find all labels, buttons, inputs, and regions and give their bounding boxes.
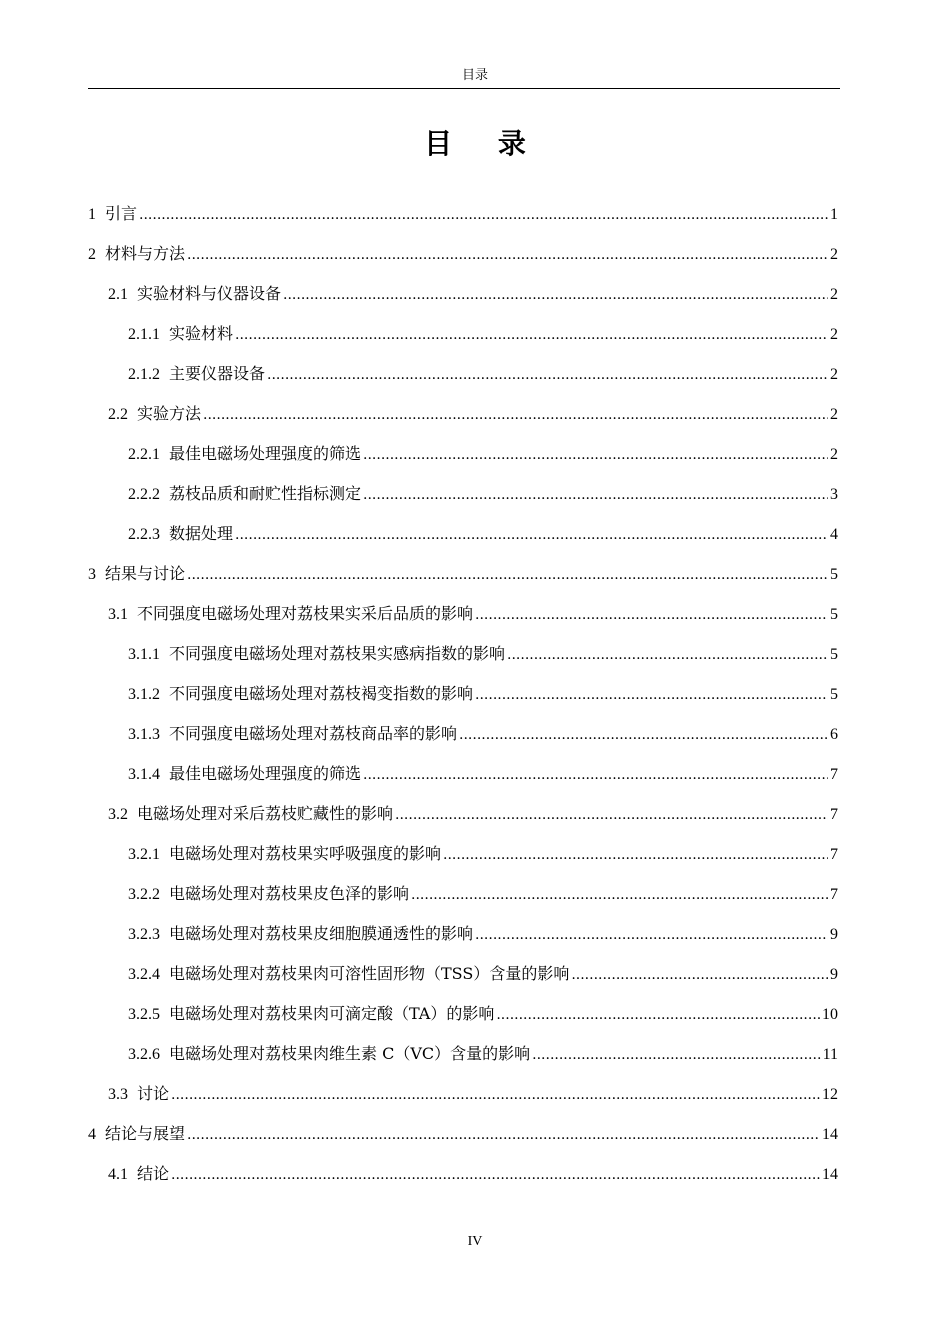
toc-dot-leader (187, 241, 828, 269)
toc-entry-page: 7 (830, 846, 838, 863)
toc-dot-leader (459, 721, 828, 749)
toc-entry-title: 荔枝品质和耐贮性指标测定 (169, 484, 362, 503)
toc-entry[interactable] (88, 640, 838, 680)
toc-entry-title: 材料与方法 (105, 244, 186, 263)
toc-entry-title: 不同强度电磁场处理对荔枝商品率的影响 (169, 724, 458, 743)
toc-entry-number: 3.2.3 (128, 926, 160, 943)
toc-dot-leader (139, 201, 828, 229)
toc-entry-number: 3 (88, 566, 96, 583)
page-title: 目 录 (424, 127, 544, 160)
toc-dot-leader (283, 281, 828, 309)
toc-entry-title: 数据处理 (169, 524, 234, 543)
toc-entry-number: 3.1.1 (128, 646, 160, 663)
toc-entry-title: 电磁场处理对荔枝果肉维生素 C（VC）含量的影响 (169, 1044, 531, 1063)
toc-entry-page: 12 (822, 1086, 838, 1103)
toc-entry-page: 5 (830, 686, 838, 703)
toc-dot-leader (235, 321, 828, 349)
page-number: IV (467, 1234, 483, 1249)
toc-entry-page: 7 (830, 806, 838, 823)
toc-entry-title: 最佳电磁场处理强度的筛选 (169, 764, 362, 783)
toc-dot-leader (203, 401, 828, 429)
toc-entry-title: 实验材料 (169, 324, 234, 343)
toc-entry-title: 实验材料与仪器设备 (137, 284, 282, 303)
toc-entry[interactable] (88, 1080, 838, 1120)
toc-entry-page: 4 (830, 526, 838, 543)
toc-entry[interactable] (88, 960, 838, 1000)
toc-entry[interactable] (88, 800, 838, 840)
toc-dot-leader (443, 841, 828, 869)
toc-entry-title: 不同强度电磁场处理对荔枝褐变指数的影响 (169, 684, 474, 703)
toc-entry-number: 1 (88, 206, 96, 223)
toc-entry-page: 9 (830, 966, 838, 983)
toc-entry-page: 5 (830, 646, 838, 663)
toc-dot-leader (363, 441, 828, 469)
toc-entry-number: 2.1.2 (128, 366, 160, 383)
toc-entry-number: 3.2.4 (128, 966, 160, 983)
toc-entry-page: 6 (830, 726, 838, 743)
toc-entry[interactable] (88, 760, 838, 800)
toc-entry-page: 7 (830, 766, 838, 783)
toc-entry-title: 实验方法 (137, 404, 202, 423)
toc-entry-title: 主要仪器设备 (169, 364, 266, 383)
toc-entry-page: 5 (830, 606, 838, 623)
toc-dot-leader (363, 481, 828, 509)
toc-entry[interactable] (88, 200, 838, 240)
toc-entry-page: 9 (830, 926, 838, 943)
toc-entry-title: 最佳电磁场处理强度的筛选 (169, 444, 362, 463)
toc-entry-number: 3.2.2 (128, 886, 160, 903)
toc-dot-leader (171, 1081, 820, 1109)
toc-dot-leader (507, 641, 828, 669)
toc-entry-number: 2.2.3 (128, 526, 160, 543)
table-of-contents (88, 200, 838, 1200)
toc-entry-title: 电磁场处理对荔枝果皮色泽的影响 (169, 884, 410, 903)
toc-entry-page: 5 (830, 566, 838, 583)
toc-entry[interactable] (88, 240, 838, 280)
toc-dot-leader (496, 1001, 820, 1029)
toc-entry-title: 结论与展望 (105, 1124, 186, 1143)
toc-entry-title: 电磁场处理对荔枝果肉可滴定酸（TA）的影响 (169, 1004, 495, 1023)
toc-entry-number: 3.2.6 (128, 1046, 160, 1063)
toc-dot-leader (411, 881, 828, 909)
toc-entry[interactable] (88, 320, 838, 360)
toc-entry-title: 电磁场处理对采后荔枝贮藏性的影响 (137, 804, 394, 823)
toc-entry-page: 2 (830, 366, 838, 383)
toc-entry-title: 不同强度电磁场处理对荔枝果实感病指数的影响 (169, 644, 506, 663)
toc-entry-page: 10 (822, 1006, 838, 1023)
toc-entry-page: 2 (830, 446, 838, 463)
toc-entry-page: 14 (822, 1166, 838, 1183)
toc-entry[interactable] (88, 400, 838, 440)
toc-dot-leader (475, 681, 828, 709)
toc-entry-page: 3 (830, 486, 838, 503)
toc-entry-number: 2.2.2 (128, 486, 160, 503)
toc-entry-number: 2.2.1 (128, 446, 160, 463)
toc-dot-leader (171, 1161, 820, 1189)
toc-entry-number: 3.1.2 (128, 686, 160, 703)
toc-dot-leader (395, 801, 828, 829)
header-rule (88, 88, 840, 89)
toc-dot-leader (571, 961, 828, 989)
toc-entry[interactable] (88, 560, 838, 600)
toc-dot-leader (235, 521, 828, 549)
toc-entry-number: 2.1 (108, 286, 128, 303)
toc-entry-number: 3.2.1 (128, 846, 160, 863)
toc-entry-title: 结论 (137, 1164, 170, 1183)
toc-entry-page: 2 (830, 406, 838, 423)
toc-entry-page: 2 (830, 246, 838, 263)
toc-entry-title: 电磁场处理对荔枝果肉可溶性固形物（TSS）含量的影响 (169, 964, 570, 983)
toc-entry-number: 3.3 (108, 1086, 128, 1103)
toc-entry[interactable] (88, 680, 838, 720)
toc-entry[interactable] (88, 880, 838, 920)
toc-entry[interactable] (88, 520, 838, 560)
toc-entry-page: 11 (822, 1046, 838, 1063)
toc-entry[interactable] (88, 1160, 838, 1200)
toc-dot-leader (363, 761, 828, 789)
running-header: 目录 (461, 68, 488, 83)
toc-entry-number: 3.2.5 (128, 1006, 160, 1023)
toc-dot-leader (475, 601, 828, 629)
toc-entry[interactable] (88, 280, 838, 320)
toc-entry-number: 3.1 (108, 606, 128, 623)
toc-entry[interactable] (88, 600, 838, 640)
toc-dot-leader (532, 1041, 820, 1069)
toc-entry[interactable] (88, 1000, 838, 1040)
toc-entry-title: 电磁场处理对荔枝果皮细胞膜通透性的影响 (169, 924, 474, 943)
toc-entry-title: 不同强度电磁场处理对荔枝果实采后品质的影响 (137, 604, 474, 623)
toc-entry[interactable] (88, 840, 838, 880)
toc-entry-page: 14 (822, 1126, 838, 1143)
toc-entry-page: 7 (830, 886, 838, 903)
toc-entry[interactable] (88, 1120, 838, 1160)
toc-entry-number: 4 (88, 1126, 96, 1143)
toc-entry-page: 2 (830, 286, 838, 303)
toc-dot-leader (187, 561, 828, 589)
toc-entry[interactable] (88, 1040, 838, 1080)
toc-entry-number: 3.2 (108, 806, 128, 823)
toc-dot-leader (267, 361, 828, 389)
toc-dot-leader (475, 921, 828, 949)
toc-entry[interactable] (88, 720, 838, 760)
toc-entry-number: 2.2 (108, 406, 128, 423)
toc-entry-number: 4.1 (108, 1166, 128, 1183)
toc-entry[interactable] (88, 360, 838, 400)
toc-entry-number: 3.1.4 (128, 766, 160, 783)
toc-entry-number: 2 (88, 246, 96, 263)
toc-entry-title: 结果与讨论 (105, 564, 186, 583)
toc-entry[interactable] (88, 480, 838, 520)
toc-entry-page: 1 (830, 206, 838, 223)
toc-entry-title: 引言 (105, 204, 138, 223)
toc-entry-number: 2.1.1 (128, 326, 160, 343)
toc-entry-number: 3.1.3 (128, 726, 160, 743)
toc-entry-title: 电磁场处理对荔枝果实呼吸强度的影响 (169, 844, 442, 863)
toc-entry-title: 讨论 (137, 1084, 170, 1103)
toc-dot-leader (187, 1121, 820, 1149)
toc-entry[interactable] (88, 920, 838, 960)
toc-entry[interactable] (88, 440, 838, 480)
toc-entry-page: 2 (830, 326, 838, 343)
